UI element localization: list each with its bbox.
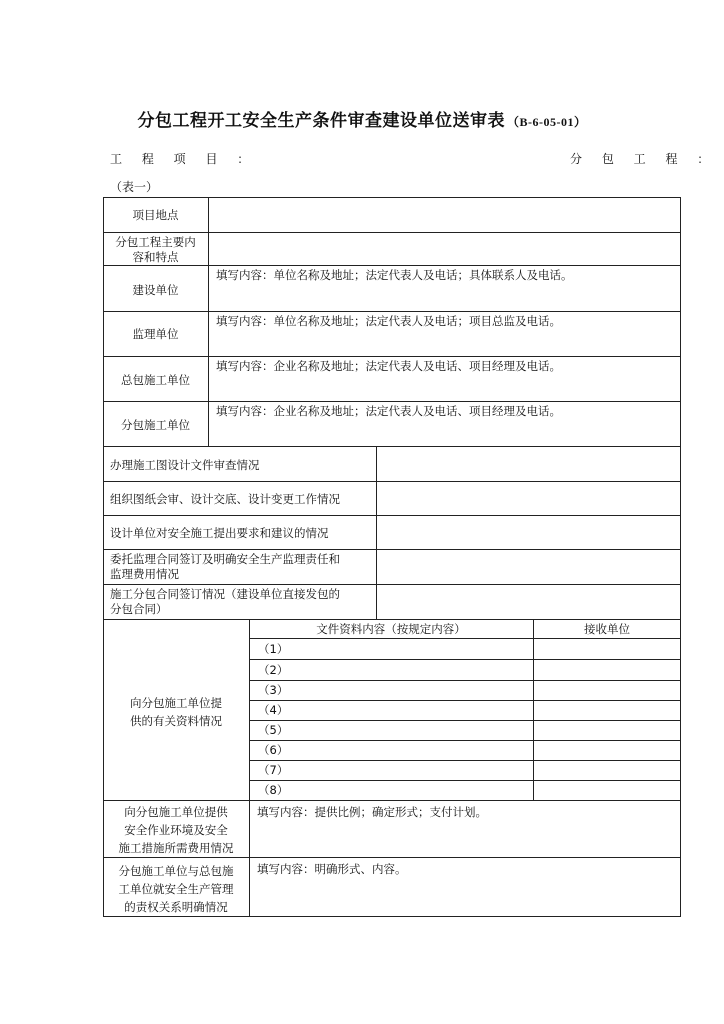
label-supervision-contract-line2: 监理费用情况 (110, 567, 179, 581)
label-subcontract-signing-line2: 分包合同） (110, 602, 168, 616)
doc-item: （6） (258, 743, 289, 757)
label-supervision-unit: 监理单位 (132, 327, 179, 341)
label-main-content-line1: 分包工程主要内 (115, 235, 196, 249)
receiver-header: 接收单位 (584, 622, 630, 636)
doc-item: （7） (258, 763, 289, 777)
title-text: 分包工程开工安全生产条件审查建设单位送审表 (137, 111, 505, 131)
label-subcontract-signing-line1: 施工分包合同签订情况（建设单位直接发包的 (110, 587, 340, 601)
subcontract-label: 分 包 工 程 ： (570, 152, 718, 166)
label-provided-docs-line1: 向分包施工单位提 (130, 696, 222, 710)
label-supervision-contract-line1: 委托监理合同签订及明确安全生产监理责任和 (110, 552, 340, 566)
note-supervision-unit: 填写内容：单位名称及地址；法定代表人及电话；项目总监及电话。 (216, 314, 561, 328)
note-responsibility: 填写内容：明确形式、内容。 (257, 862, 407, 876)
form-code: （B-6-05-01） (507, 115, 587, 129)
label-drawing-review: 办理施工图设计文件审查情况 (110, 458, 260, 472)
note-safety-env: 填写内容：提供比例；确定形式；支付计划。 (257, 805, 487, 819)
project-label: 工 程 项 目 ： (110, 152, 258, 166)
label-design-requirements: 设计单位对安全施工提出要求和建议的情况 (110, 526, 329, 540)
label-construction-unit: 建设单位 (132, 283, 179, 297)
doc-item: （5） (258, 723, 289, 737)
label-provided-docs-line2: 供的有关资料情况 (130, 714, 222, 728)
label-main-content-line2: 容和特点 (132, 250, 179, 264)
doc-item: （4） (258, 703, 289, 717)
doc-item: （3） (258, 683, 289, 697)
doc-item: （2） (258, 663, 289, 677)
label-subcontractor: 分包施工单位 (121, 418, 190, 432)
label-drawing-meeting: 组织图纸会审、设计交底、设计变更工作情况 (110, 492, 340, 506)
note-general-contractor: 填写内容：企业名称及地址；法定代表人及电话、项目经理及电话。 (216, 359, 561, 373)
doc-item: （8） (258, 783, 289, 797)
label-safety-env-line1: 向分包施工单位提供 (124, 805, 228, 819)
label-safety-env-line3: 施工措施所需费用情况 (118, 841, 234, 855)
note-subcontractor: 填写内容：企业名称及地址；法定代表人及电话、项目经理及电话。 (216, 404, 561, 418)
label-general-contractor: 总包施工单位 (121, 373, 190, 387)
label-responsibility-line3: 的责权关系明确情况 (124, 900, 228, 914)
doc-content-header: 文件资料内容（按规定内容） (316, 622, 466, 636)
label-responsibility-line2: 工单位就安全生产管理 (118, 882, 234, 896)
label-location: 项目地点 (132, 208, 179, 222)
doc-item: （1） (258, 642, 289, 656)
table-label: （表一） (110, 180, 159, 194)
label-responsibility-line1: 分包施工单位与总包施 (118, 864, 234, 878)
label-safety-env-line2: 安全作业环境及安全 (124, 823, 228, 837)
note-construction-unit: 填写内容：单位名称及地址；法定代表人及电话；具体联系人及电话。 (216, 268, 573, 282)
page-title (0, 106, 724, 131)
